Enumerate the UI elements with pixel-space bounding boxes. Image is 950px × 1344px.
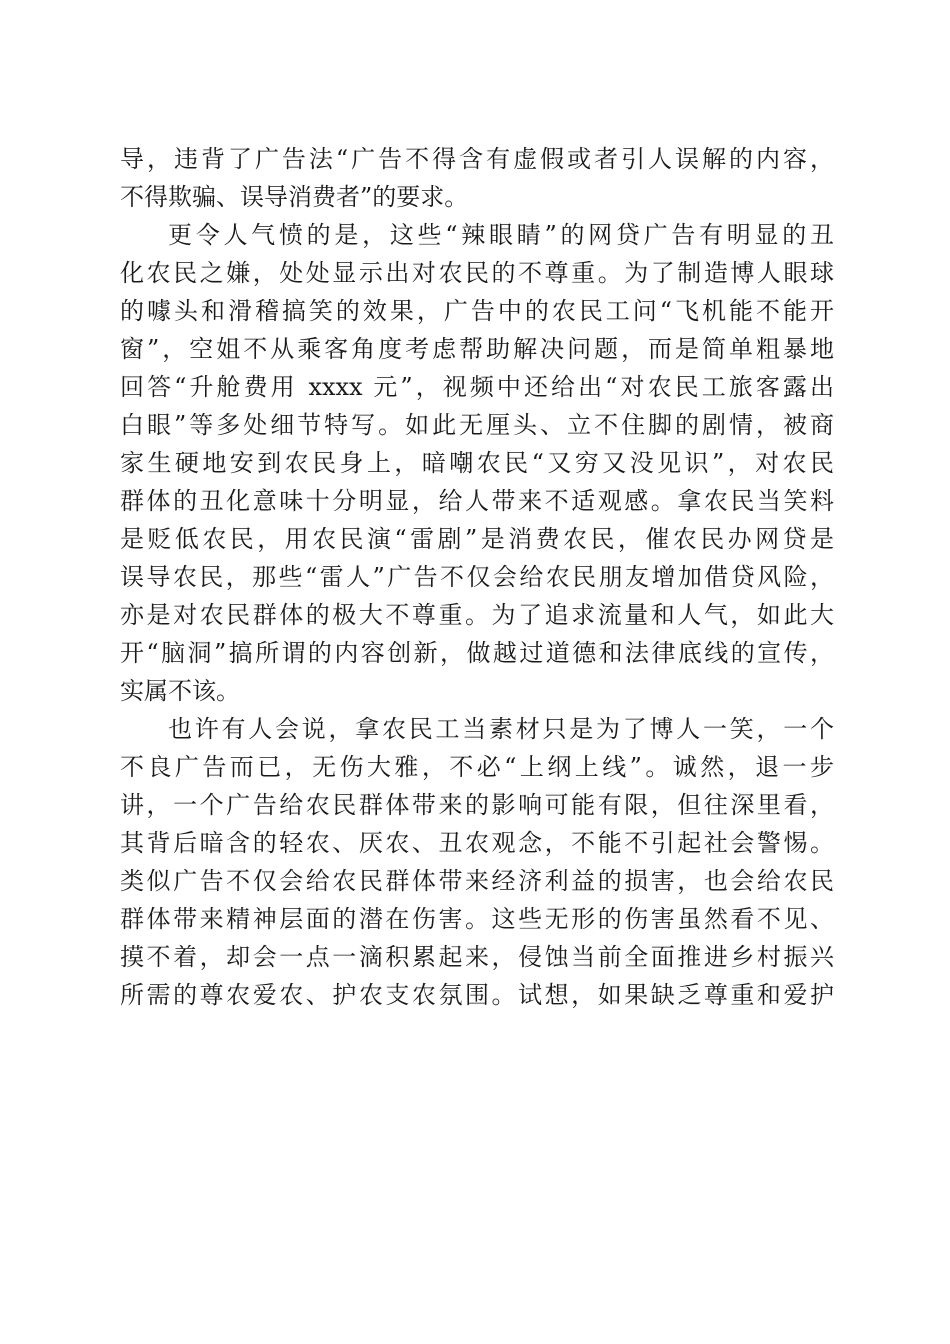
paragraph [120,710,834,1014]
text-line: 的噱头和滑稽搞笑的效果，广告中的农民工问“飞机能不能开 [120,297,834,325]
text-line: 更令人气愤的是，这些“辣眼睛”的网贷广告有明显的丑 [168,221,834,249]
text-line: 实属不该。 [120,677,240,705]
text-line: 摸不着，却会一点一滴积累起来，侵蚀当前全面推进乡村振兴 [120,943,834,971]
text-line: 群体的丑化意味十分明显，给人带来不适观感。拿农民当笑料 [120,487,834,515]
text-line: 不良广告而已，无伤大雅，不必“上纲上线”。诚然，退一步 [120,753,834,781]
text-line: 导，违背了广告法“广告不得含有虚假或者引人误解的内容， [120,145,834,173]
text-line: 家生硬地安到农民身上，暗嘲农民“又穷又没见识”，对农民 [120,449,834,477]
text-line: 也许有人会说，拿农民工当素材只是为了博人一笑，一个 [168,715,834,743]
text-line: 亦是对农民群体的极大不尊重。为了追求流量和人气，如此大 [120,601,834,629]
text-line: 白眼”等多处细节特写。如此无厘头、立不住脚的剧情，被商 [120,411,834,439]
text-line: 所需的尊农爱农、护农支农氛围。试想，如果缺乏尊重和爱护 [120,981,834,1009]
text-line: 不得欺骗、误导消费者”的要求。 [120,183,469,211]
text-line: 讲，一个广告给农民群体带来的影响可能有限，但往深里看， [120,791,834,819]
paragraph [120,140,834,216]
text-line: 化农民之嫌，处处显示出对农民的不尊重。为了制造博人眼球 [120,259,834,287]
text-line: 群体带来精神层面的潜在伤害。这些无形的伤害虽然看不见、 [120,905,834,933]
text-line: 其背后暗含的轻农、厌农、丑农观念，不能不引起社会警惕。 [120,829,834,857]
text-line: 是贬低农民，用农民演“雷剧”是消费农民，催农民办网贷是 [120,525,834,553]
text-line: 类似广告不仅会给农民群体带来经济利益的损害，也会给农民 [120,867,834,895]
paragraph [120,216,834,710]
text-line: 误导农民，那些“雷人”广告不仅会给农民朋友增加借贷风险， [120,563,834,591]
article-body [120,140,834,1014]
text-line: 开“脑洞”搞所谓的内容创新，做越过道德和法律底线的宣传， [120,639,834,667]
text-line: 回答“升舱费用 xxxx 元”，视频中还给出“对农民工旅客露出 [120,373,834,401]
text-line: 窗”，空姐不从乘客角度考虑帮助解决问题，而是简单粗暴地 [120,335,834,363]
